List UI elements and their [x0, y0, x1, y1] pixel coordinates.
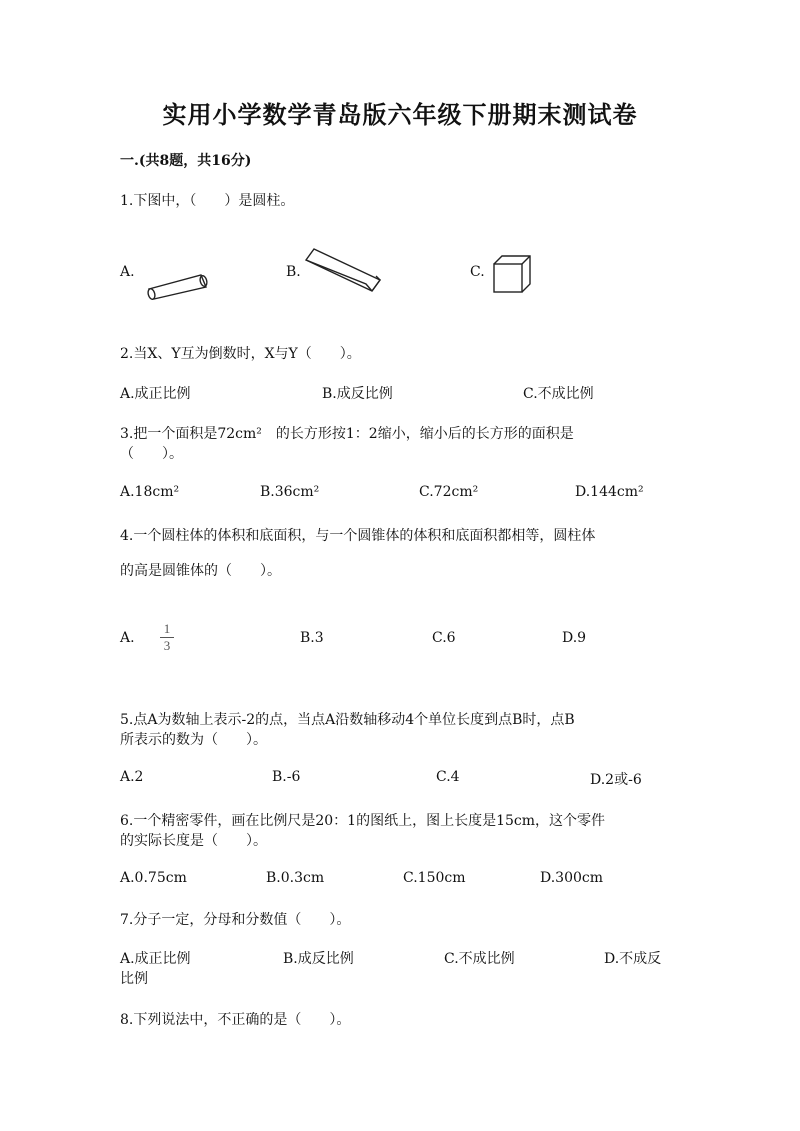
q4-fraction [160, 622, 174, 653]
q1-option-c-label: C. [470, 264, 485, 280]
question-8: 8.下列说法中，不正确的是（ ）。 [120, 1012, 351, 1028]
q1-cylinder-figure [142, 268, 212, 300]
question-5-line-2: 所表示的数为（ ）。 [120, 732, 267, 748]
q1-cube-figure [492, 254, 534, 296]
q3-option-a: A.18cm² [120, 484, 180, 500]
q4-option-c: C.6 [432, 630, 456, 646]
q3-option-c: C.72cm² [419, 484, 479, 500]
question-4-line-1: 4.一个圆柱体的体积和底面积，与一个圆锥体的体积和底面积都相等，圆柱体 [120, 528, 596, 544]
q7-option-b: B.成反比例 [283, 951, 354, 967]
q2-option-a: A.成正比例 [120, 386, 191, 402]
question-6-line-2: 的实际长度是（ ）。 [120, 833, 267, 849]
q4-option-d: D.9 [562, 630, 587, 646]
fraction-denominator: 3 [163, 638, 171, 653]
q3-option-d: D.144cm² [575, 484, 644, 500]
q6-option-c: C.150cm [403, 870, 466, 886]
question-7: 7.分子一定，分母和分数值（ ）。 [120, 912, 351, 928]
q5-option-a: A.2 [120, 769, 144, 785]
q7-option-d-wrap: 比例 [120, 971, 148, 987]
q6-option-a: A.0.75cm [120, 870, 187, 886]
q4-option-b: B.3 [300, 630, 324, 646]
fraction-numerator: 1 [163, 621, 171, 636]
section-heading: 一.(共8题，共16分) [120, 153, 252, 169]
q5-option-c: C.4 [436, 769, 460, 785]
q7-option-d: D.不成反 [604, 951, 662, 967]
question-1: 1.下图中，（ ）是圆柱。 [120, 193, 295, 209]
q4-option-a: A. [120, 630, 135, 646]
question-6-line-1: 6.一个精密零件，画在比例尺是20：1的图纸上，图上长度是15cm，这个零件 [120, 813, 606, 829]
q6-option-b: B.0.3cm [266, 870, 325, 886]
q5-option-d: D.2或-6 [590, 772, 642, 788]
question-4-line-2: 的高是圆锥体的（ ）。 [120, 563, 281, 579]
page-title: 实用小学数学青岛版六年级下册期末测试卷 [162, 100, 638, 129]
question-2: 2.当X、Y互为倒数时，X与Y（ ）。 [120, 346, 361, 362]
question-3-line-2: （ ）。 [120, 446, 183, 462]
q7-option-a: A.成正比例 [120, 951, 191, 967]
q1-prism-figure [304, 246, 384, 294]
q3-option-b: B.36cm² [260, 484, 320, 500]
q6-option-d: D.300cm [540, 870, 604, 886]
q2-option-b: B.成反比例 [322, 386, 393, 402]
question-5-line-1: 5.点A为数轴上表示-2的点，当点A沿数轴移动4个单位长度到点B时，点B [120, 712, 575, 728]
q7-option-c: C.不成比例 [444, 951, 515, 967]
q5-option-b: B.-6 [272, 769, 301, 785]
q2-option-c: C.不成比例 [523, 386, 594, 402]
q1-option-b-label: B. [286, 264, 301, 280]
q1-option-a-label: A. [120, 264, 135, 280]
question-3-line-1: 3.把一个面积是72cm² 的长方形按1：2缩小，缩小后的长方形的面积是 [120, 426, 574, 442]
